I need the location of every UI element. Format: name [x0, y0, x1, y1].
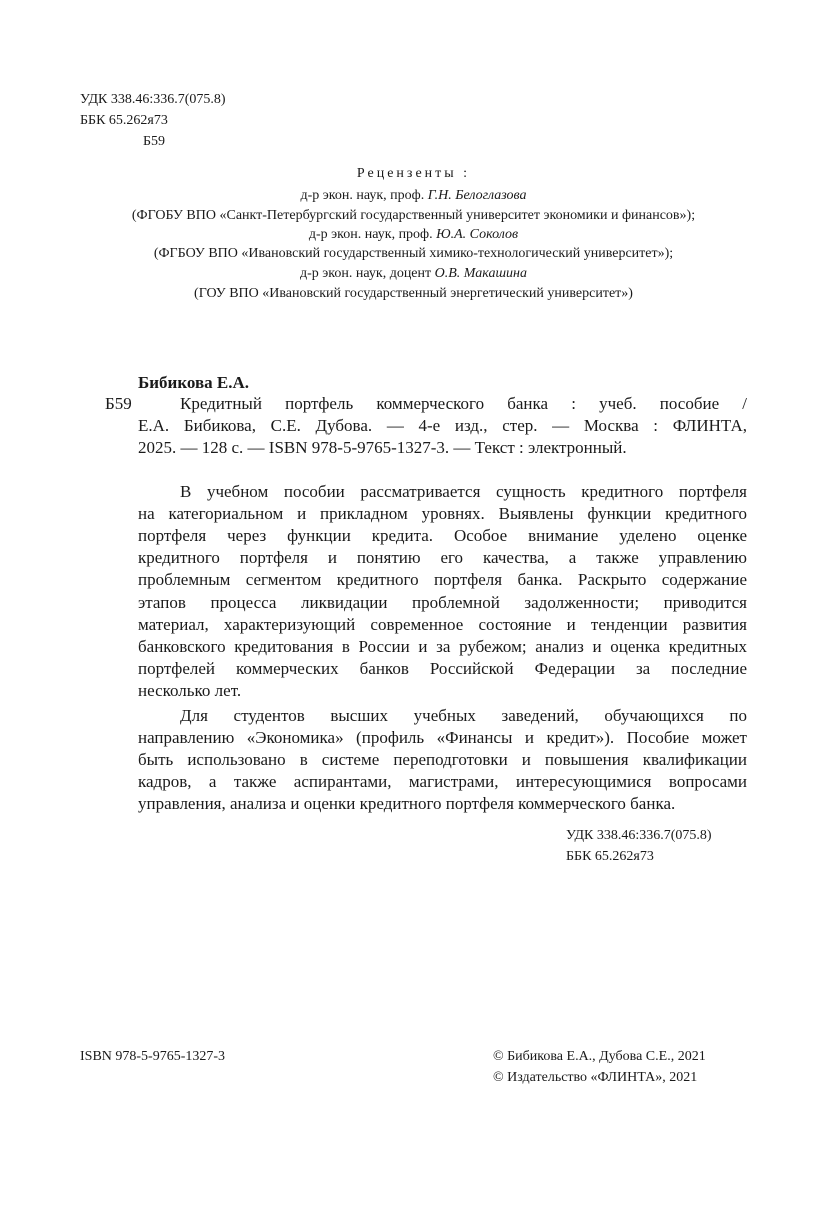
- bbk-code-bottom: ББК 65.262я73: [566, 849, 654, 864]
- annotation-p1-line: портфеля через функции кредита. Особое внимание уделено оценке: [138, 526, 747, 545]
- reviewer-3: [0, 263, 827, 284]
- annotation-p1-line: материал, характеризующий современное состояние и тенденции развития: [138, 615, 747, 634]
- reviewer-1: [0, 185, 827, 206]
- bibliography-line-3: 2025. — 128 с. — ISBN 978-5-9765-1327-3. — Текст : электронный.: [138, 438, 627, 457]
- copyright-authors: © Бибикова Е.А., Дубова С.Е., 2021: [493, 1049, 706, 1064]
- reviewer-1-org: (ФГОБУ ВПО «Санкт-Петербургский государственный университет экономики и финансов»);: [131, 208, 696, 223]
- annotation-p1-line: банковского кредитования в России и за рубежом; анализ и оценка кредитных: [138, 637, 747, 656]
- reviewer-3-title: д-р экон. наук, доцент: [300, 266, 432, 281]
- bibliography-mark: Б59: [105, 394, 132, 413]
- annotation-p1-line: несколько лет.: [138, 681, 242, 700]
- annotation-p1-line: на категориальном и прикладном уровнях. Выявлены функции кредитного: [138, 504, 747, 523]
- annotation-p2-line: кадров, а также аспирантами, магистрами, интересующимися вопросами: [138, 772, 747, 791]
- reviewer-1-title: д-р экон. наук, проф.: [300, 188, 425, 203]
- reviewer-2-title: д-р экон. наук, проф.: [308, 227, 433, 242]
- author-mark: Б59: [143, 134, 166, 149]
- annotation-p1-line: кредитного портфеля и понятию его качества, а также управлению: [138, 548, 747, 567]
- annotation-p1-line: В учебном пособии рассматривается сущность кредитного портфеля: [180, 482, 747, 501]
- reviewer-3-org: (ГОУ ВПО «Ивановский государственный энергетический университет»): [194, 286, 633, 301]
- reviewers-heading: Рецензенты :: [356, 166, 471, 181]
- annotation-p1-line: портфелей коммерческих банков Российской Федерации за последние: [138, 659, 747, 678]
- reviewer-2-org: (ФГБОУ ВПО «Ивановский государственный химико-технологический университет»);: [153, 246, 674, 261]
- reviewer-2-name: Ю.А. Соколов: [436, 227, 519, 242]
- isbn: ISBN 978-5-9765-1327-3: [80, 1049, 226, 1064]
- copyright-publisher: © Издательство «ФЛИНТА», 2021: [493, 1070, 698, 1085]
- reviewer-1-name: Г.Н. Белоглазова: [427, 188, 527, 203]
- bibliography-author: Бибикова Е.А.: [138, 373, 250, 392]
- annotation-p2-line: Для студентов высших учебных заведений, обучающихся по: [180, 706, 747, 725]
- annotation-p2-line: направлению «Экономика» (профиль «Финансы и кредит»). Пособие может: [138, 728, 747, 747]
- annotation-p1-line: этапов процесса ликвидации проблемной задолженности; приводится: [138, 593, 747, 612]
- bibliography-line-1: Кредитный портфель коммерческого банка : учеб. пособие /: [180, 394, 747, 413]
- annotation-p1-line: проблемным сегментом кредитного портфеля банка. Раскрыто содержание: [138, 570, 747, 589]
- bibliography-line-2: Е.А. Бибикова, С.Е. Дубова. — 4-е изд., стер. — Москва : ФЛИНТА,: [138, 416, 747, 435]
- udk-code-bottom: УДК 338.46:336.7(075.8): [566, 828, 712, 843]
- annotation-p2-line: управления, анализа и оценки кредитного портфеля коммерческого банка.: [138, 794, 676, 813]
- reviewer-3-name: О.В. Макашина: [434, 266, 527, 281]
- bbk-code: ББК 65.262я73: [80, 113, 168, 128]
- annotation-p2-line: быть использовано в системе переподготовки и повышения квалификации: [138, 750, 747, 769]
- reviewer-2: [0, 224, 827, 245]
- udk-code: УДК 338.46:336.7(075.8): [80, 92, 226, 107]
